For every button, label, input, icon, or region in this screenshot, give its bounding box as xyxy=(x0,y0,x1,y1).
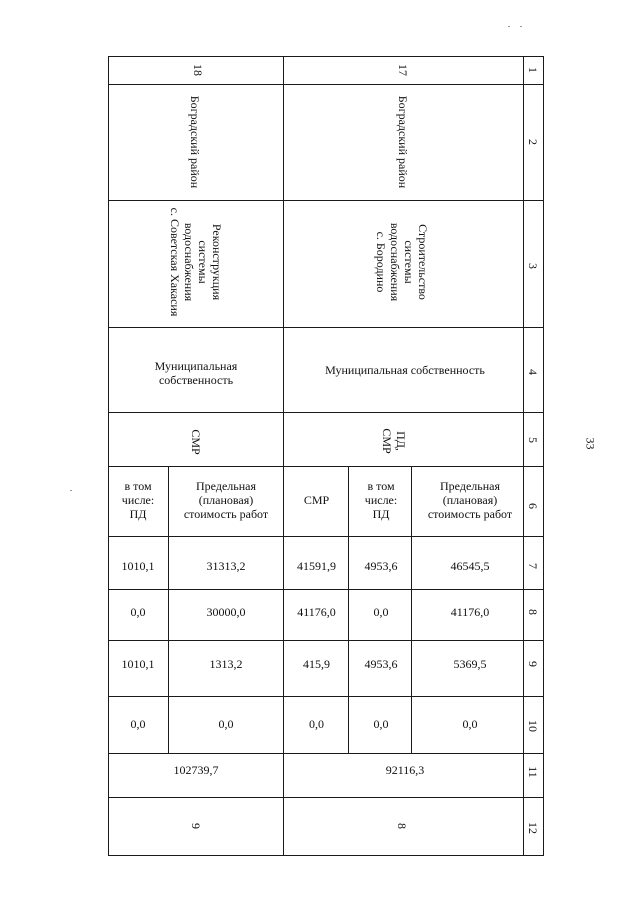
header-line: (плановая) xyxy=(442,493,498,507)
district-18: Боградский район xyxy=(188,95,202,189)
value-cell: 0,0 xyxy=(462,717,478,731)
project-line: Строительство xyxy=(416,224,430,300)
value-cell: 46545,5 xyxy=(450,559,490,573)
project-18 xyxy=(157,201,235,323)
value-cell: 415,9 xyxy=(303,657,330,671)
value-cell: 41591,9 xyxy=(297,559,336,573)
project-line: с. Советская Хакасия xyxy=(168,207,182,317)
ownership-17: Муниципальная собственность xyxy=(325,363,485,377)
header-smr-17: СМР xyxy=(303,493,330,507)
value-cell: 0,0 xyxy=(309,717,324,731)
table-line xyxy=(108,589,544,590)
col12-18: 9 xyxy=(189,823,203,829)
header-line: в том xyxy=(367,479,395,493)
total-18: 102739,7 xyxy=(173,763,219,777)
project-line: системы xyxy=(196,240,210,284)
value-cell: 41176,0 xyxy=(450,605,490,619)
header-line: числе: xyxy=(364,493,398,507)
value-cell: 4953,6 xyxy=(364,559,398,573)
column-number: 9 xyxy=(526,661,540,667)
header-line: числе: xyxy=(121,493,155,507)
scan-speck xyxy=(508,26,510,27)
column-number: 5 xyxy=(526,437,540,443)
row-number-18: 18 xyxy=(191,64,205,76)
project-line: водоснабжения xyxy=(388,222,402,302)
value-cell: 1010,1 xyxy=(121,559,155,573)
header-line: Предельная xyxy=(440,479,500,493)
header-incl-pd-17 xyxy=(350,470,412,530)
district-17: Боградский район xyxy=(396,95,410,189)
col12-17: 8 xyxy=(395,823,409,829)
value-cell: 0,0 xyxy=(373,605,389,619)
project-line: водоснабжения xyxy=(182,222,196,302)
work-type-line: ПД, xyxy=(394,431,408,451)
value-cell: 0,0 xyxy=(218,717,234,731)
table-line xyxy=(108,753,544,754)
header-line: в том xyxy=(124,479,152,493)
table-line xyxy=(108,696,544,697)
row-number-17: 17 xyxy=(396,64,410,76)
header-line: Предельная xyxy=(196,479,256,493)
header-limit-cost-17 xyxy=(415,470,525,530)
table-line xyxy=(108,466,544,467)
table-line xyxy=(523,56,524,856)
table-line xyxy=(168,466,169,753)
table-line xyxy=(108,640,544,641)
value-cell: 31313,2 xyxy=(206,559,246,573)
value-cell: 0,0 xyxy=(130,717,146,731)
value-cell: 30000,0 xyxy=(206,605,246,619)
project-line: с. Бородино xyxy=(374,231,388,293)
ownership-line: Муниципальная xyxy=(154,359,238,373)
column-number: 10 xyxy=(526,720,540,732)
table-line xyxy=(348,466,349,753)
table-line xyxy=(543,56,544,856)
total-17: 92116,3 xyxy=(385,763,425,777)
data-table xyxy=(108,56,544,856)
work-type-18: СМР xyxy=(189,429,203,455)
value-cell: 41176,0 xyxy=(297,605,336,619)
header-line: ПД xyxy=(129,507,147,521)
ownership-line: собственность xyxy=(158,373,234,387)
value-cell: 1313,2 xyxy=(209,657,243,671)
header-line: (плановая) xyxy=(198,493,254,507)
page-number: 33 xyxy=(583,437,598,450)
work-type-17 xyxy=(377,421,411,461)
scan-speck xyxy=(520,26,522,27)
column-number: 11 xyxy=(526,766,540,778)
table-line xyxy=(108,56,544,57)
table-line xyxy=(108,327,544,328)
table-line xyxy=(108,855,544,856)
value-cell: 1010,1 xyxy=(121,657,155,671)
column-number: 1 xyxy=(526,67,540,73)
table-line xyxy=(108,412,544,413)
column-number: 12 xyxy=(526,822,540,834)
header-incl-pd-18 xyxy=(108,470,168,530)
project-line: Реконструкция xyxy=(210,223,224,301)
column-number: 3 xyxy=(526,263,540,269)
scan-speck xyxy=(70,490,72,491)
header-line: ПД xyxy=(372,507,390,521)
project-line: системы xyxy=(402,240,416,284)
table-line xyxy=(108,84,544,85)
header-line: стоимость работ xyxy=(183,507,269,521)
value-cell: 0,0 xyxy=(130,605,146,619)
header-line: стоимость работ xyxy=(427,507,513,521)
table-line xyxy=(108,56,109,856)
table-line xyxy=(283,56,284,856)
work-type-line: СМР xyxy=(380,428,394,454)
column-number: 8 xyxy=(526,609,540,615)
column-number: 2 xyxy=(526,139,540,145)
header-limit-cost-18 xyxy=(170,470,282,530)
value-cell: 4953,6 xyxy=(364,657,398,671)
ownership-18 xyxy=(118,356,274,390)
column-number: 7 xyxy=(526,563,540,569)
table-line xyxy=(108,797,544,798)
value-cell: 0,0 xyxy=(373,717,389,731)
column-number: 6 xyxy=(526,503,540,509)
value-cell: 5369,5 xyxy=(453,657,487,671)
column-number: 4 xyxy=(526,369,540,375)
table-line xyxy=(108,536,544,537)
project-17 xyxy=(363,201,441,323)
